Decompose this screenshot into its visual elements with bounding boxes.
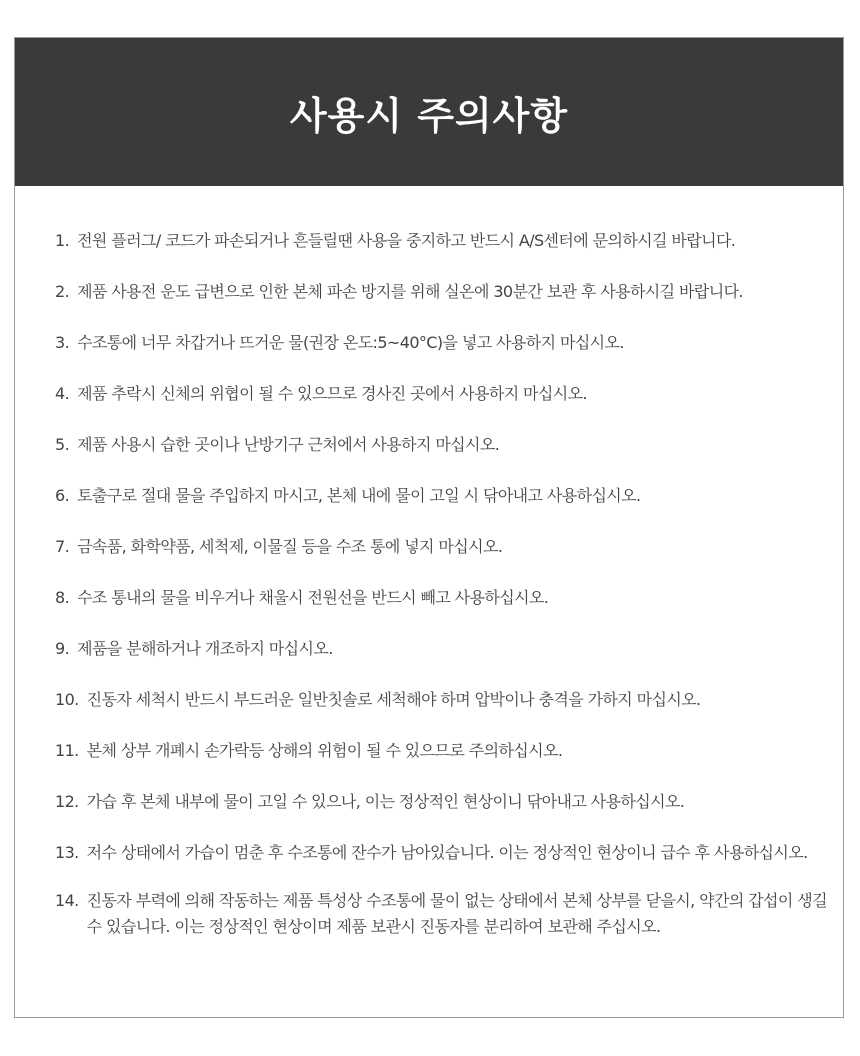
list-item	[55, 738, 835, 764]
list-item	[55, 534, 835, 560]
item-text: 제품 추락시 신체의 위협이 될 수 있으므로 경사진 곳에서 사용하지 마십시오.	[77, 384, 587, 403]
item-number: 13.	[55, 843, 79, 862]
item-text: 본체 상부 개폐시 손가락등 상해의 위험이 될 수 있으므로 주의하십시오.	[86, 741, 563, 760]
item-text: 저수 상태에서 가습이 멈춘 후 수조통에 잔수가 남아있습니다. 이는 정상적인 현상이니 급수 후 사용하십시오.	[86, 843, 808, 862]
list-item	[55, 279, 835, 305]
item-number: 9.	[55, 639, 70, 658]
list-item	[55, 840, 835, 866]
item-text: 진동자 세척시 반드시 부드러운 일반칫솔로 세척해야 하며 압박이나 충격을 가하지 마십시오.	[86, 690, 701, 709]
list-item	[55, 888, 835, 940]
page-title: 사용시 주의사항	[289, 93, 569, 138]
item-text: 전원 플러그/ 코드가 파손되거나 흔들릴땐 사용을 중지하고 반드시 A/S센터에 문의하시길 바랍니다.	[77, 231, 736, 250]
item-number: 1.	[55, 231, 70, 250]
list-item	[55, 228, 835, 254]
item-number: 11.	[55, 741, 79, 760]
item-number: 8.	[55, 588, 70, 607]
list-item	[55, 381, 835, 407]
item-number: 10.	[55, 690, 79, 709]
item-text: 제품 사용시 습한 곳이나 난방기구 근처에서 사용하지 마십시오.	[77, 435, 500, 454]
list-item	[55, 483, 835, 509]
item-text: 가습 후 본체 내부에 물이 고일 수 있으나, 이는 정상적인 현상이니 닦아내고 사용하십시오.	[86, 792, 685, 811]
item-text: 수조통에 너무 차갑거나 뜨거운 물(권장 온도:5~40°C)을 넣고 사용하지 마십시오.	[77, 333, 624, 352]
item-number: 4.	[55, 384, 70, 403]
item-number: 5.	[55, 435, 70, 454]
list-item	[55, 636, 835, 662]
list-item	[55, 330, 835, 356]
list-item	[55, 585, 835, 611]
item-number: 14.	[55, 891, 79, 910]
list-item	[55, 789, 835, 815]
item-number: 6.	[55, 486, 70, 505]
item-text: 제품을 분해하거나 개조하지 마십시오.	[77, 639, 333, 658]
caution-list	[55, 228, 835, 962]
item-text: 금속품, 화학약품, 세척제, 이물질 등을 수조 통에 넣지 마십시오.	[77, 537, 503, 556]
notice-card	[14, 37, 844, 1018]
item-text: 제품 사용전 운도 급변으로 인한 본체 파손 방지를 위해 실온에 30분간 보관 후 사용하시길 바랍니다.	[77, 282, 743, 301]
list-item	[55, 432, 835, 458]
item-number: 2.	[55, 282, 70, 301]
item-number: 7.	[55, 537, 70, 556]
item-number: 12.	[55, 792, 79, 811]
header-bar	[15, 38, 843, 186]
item-number: 3.	[55, 333, 70, 352]
list-item	[55, 687, 835, 713]
item-text: 토출구로 절대 물을 주입하지 마시고, 본체 내에 물이 고일 시 닦아내고 사용하십시오.	[77, 486, 641, 505]
item-text: 수조 통내의 물을 비우거나 채울시 전원선을 반드시 빼고 사용하십시오.	[77, 588, 549, 607]
item-text: 진동자 부력에 의해 작동하는 제품 특성상 수조통에 물이 없는 상태에서 본체 상부를 닫을시, 약간의 갑섭이 생길 수 있습니다. 이는 정상적인 현상이며 제품 보관시 진동자를 분리하여 보관해 주십시오.	[86, 891, 827, 936]
